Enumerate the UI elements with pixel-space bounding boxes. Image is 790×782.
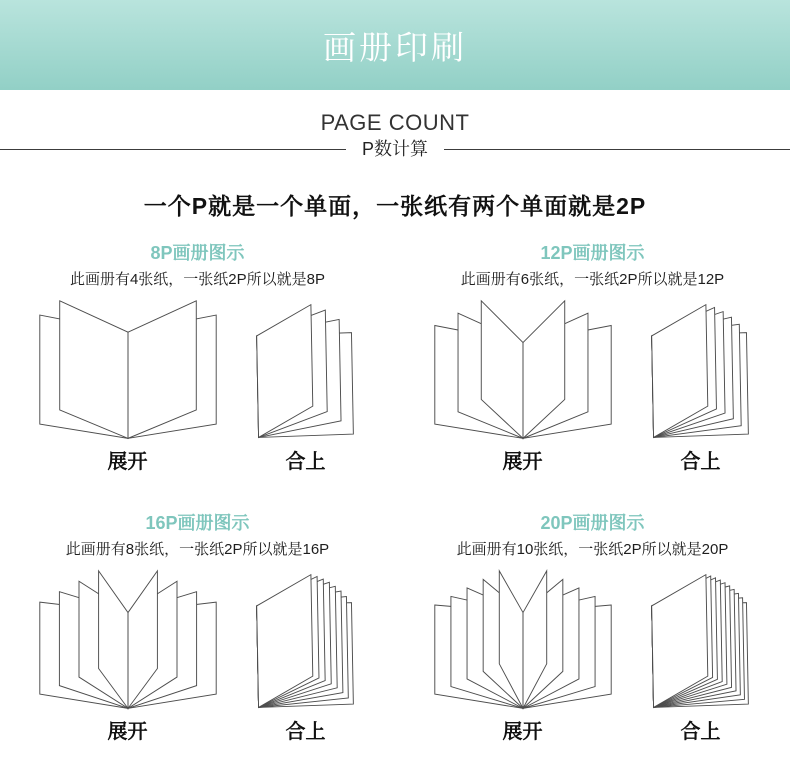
book-diagrams: [0, 568, 395, 745]
page-count-divider: [0, 137, 790, 161]
section-16p: [0, 505, 395, 745]
closed-book-diagram: [249, 568, 363, 715]
page-count-heading: [0, 110, 790, 161]
open-book-diagram: [428, 568, 618, 715]
section-8p: [0, 235, 395, 475]
open-book-figure: [428, 298, 618, 475]
closed-book-figure: [249, 568, 363, 745]
section-title: 8P画册图示: [150, 243, 245, 263]
closed-book-label: 合上: [285, 451, 326, 473]
section-title: 20P画册图示: [540, 513, 645, 533]
section-12p: [395, 235, 790, 475]
closed-book-label: 合上: [285, 721, 326, 743]
open-book-label: 展开: [502, 721, 543, 743]
page-title: 画册印刷: [323, 28, 467, 66]
page-count-heading-zh: P数计算: [362, 139, 429, 159]
book-diagrams: [0, 298, 395, 475]
book-diagrams: [395, 568, 790, 745]
header-banner: [0, 0, 790, 90]
open-book-label: 展开: [502, 451, 543, 473]
open-book-label: 展开: [107, 721, 148, 743]
page-count-heading-en: PAGE COUNT: [320, 110, 470, 135]
section-desc: 此画册有10张纸，一张纸2P所以就是20P: [456, 541, 729, 558]
closed-book-figure: [644, 298, 758, 475]
closed-book-label: 合上: [680, 721, 721, 743]
open-book-diagram: [33, 298, 223, 445]
open-book-figure: [33, 568, 223, 745]
section-desc: 此画册有8张纸，一张纸2P所以就是16P: [65, 541, 330, 558]
open-book-diagram: [33, 568, 223, 715]
section-desc: 此画册有4张纸，一张纸2P所以就是8P: [69, 271, 326, 288]
divider-rule-right: [444, 149, 790, 150]
closed-book-diagram: [644, 568, 758, 715]
closed-book-figure: [644, 568, 758, 745]
open-book-figure: [428, 568, 618, 745]
section-title: 16P画册图示: [145, 513, 250, 533]
intro-text: 一个P就是一个单面，一张纸有两个单面就是2P: [143, 193, 647, 219]
closed-book-diagram: [644, 298, 758, 445]
open-book-diagram: [428, 298, 618, 445]
section-title: 12P画册图示: [540, 243, 645, 263]
sections-grid: [0, 235, 790, 745]
closed-book-diagram: [249, 298, 363, 445]
divider-rule-left: [0, 149, 346, 150]
section-20p: [395, 505, 790, 745]
closed-book-figure: [249, 298, 363, 475]
section-desc: 此画册有6张纸，一张纸2P所以就是12P: [460, 271, 725, 288]
open-book-figure: [33, 298, 223, 475]
closed-book-label: 合上: [680, 451, 721, 473]
open-book-label: 展开: [107, 451, 148, 473]
book-diagrams: [395, 298, 790, 475]
